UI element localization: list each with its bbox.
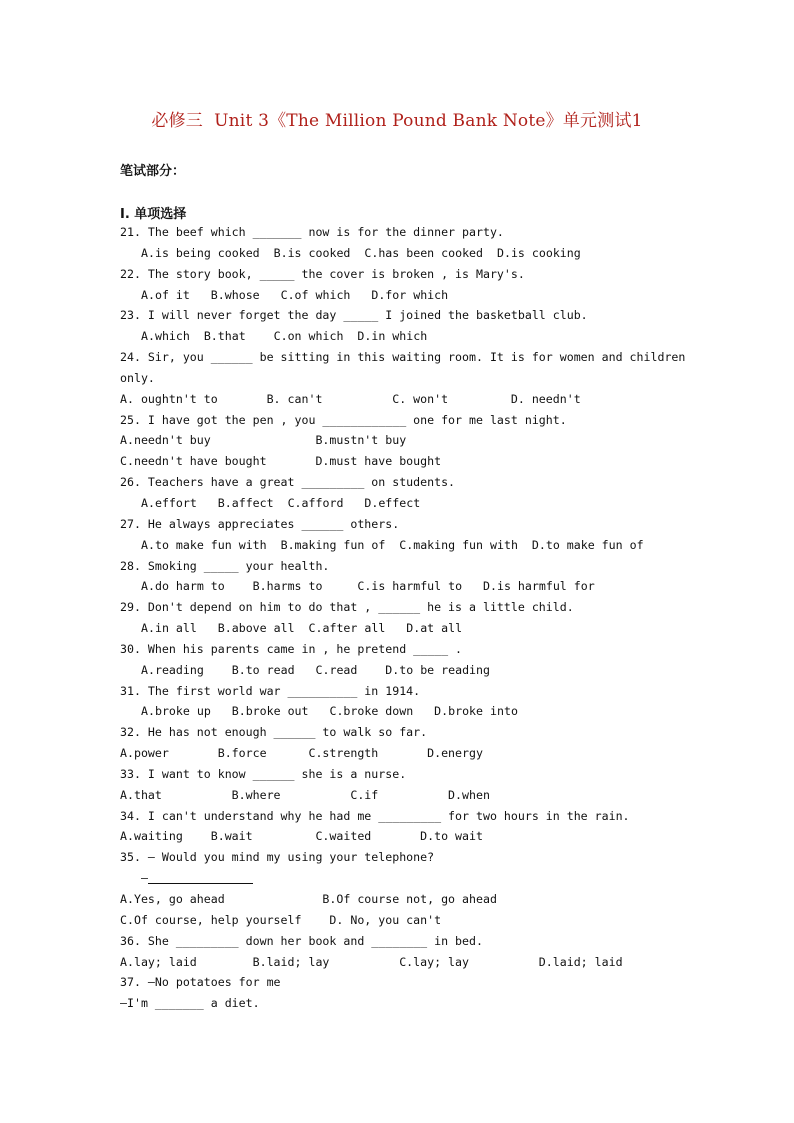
question-34-options: A.waiting B.wait C.waited D.to wait (120, 829, 483, 844)
question-23-stem: 23. I will never forget the day _____ I joined the basketball club. (120, 308, 588, 323)
question-27-options: A.to make fun with B.making fun of C.making fun with D.to make fun of (141, 537, 644, 552)
question-36-options: A.lay; laid B.laid; lay C.lay; lay D.laid; laid (120, 954, 623, 969)
question-33-stem: 33. I want to know ______ she is a nurse. (120, 766, 407, 781)
question-36-stem: 36. She _________ down her book and ________ in bed. (120, 933, 483, 948)
section-heading-written: 笔试部分： (120, 164, 186, 179)
question-24-stem-cont: only. (120, 370, 155, 385)
question-26-stem: 26. Teachers have a great _________ on students. (120, 475, 456, 490)
question-35-options-cd: C.Of course, help yourself D. No, you can't (120, 912, 442, 927)
question-35-options-ab: A.Yes, go ahead B.Of course not, go ahead (120, 892, 497, 906)
page-title: 必修三 Unit 3《The Million Pound Bank Note》单元测试1 (151, 111, 643, 131)
question-28-stem: 28. Smoking _____ your health. (120, 558, 330, 573)
question-35-answer-line (120, 868, 680, 889)
question-list (120, 222, 686, 1014)
question-34-stem: 34. I can't understand why he had me _________ for two hours in the rain. (120, 808, 630, 823)
question-30-stem: 30. When his parents came in , he pretend _____ . (120, 641, 463, 656)
question-29-options: A.in all B.above all C.after all D.at all (141, 621, 463, 636)
question-33-options: A.that B.where C.if D.when (120, 787, 490, 802)
question-22-stem: 22. The story book, _____ the cover is broken , is Mary's. (120, 266, 525, 281)
dash-mark: — (141, 871, 148, 886)
answer-blank (148, 871, 253, 884)
question-27-stem: 27. He always appreciates ______ others. (120, 516, 400, 531)
question-30-options: A.reading B.to read C.read D.to be reading (141, 662, 491, 677)
question-25-options-ab: A.needn't buy B.mustn't buy (120, 433, 407, 448)
section-heading-choice: I. 单项选择 (120, 207, 187, 222)
question-26-options: A.effort B.affect C.afford D.effect (141, 495, 421, 510)
question-25-options-cd: C.needn't have bought D.must have bought (120, 454, 442, 469)
question-28-options: A.do harm to B.harms to C.is harmful to D.is harmful for (141, 579, 595, 594)
question-31-options: A.broke up B.broke out C.broke down D.broke into (141, 704, 518, 719)
question-29-stem: 29. Don't depend on him to do that , ______ he is a little child. (120, 600, 574, 615)
question-22-options: A.of it B.whose C.of which D.for which (141, 287, 449, 302)
question-31-stem: 31. The first world war __________ in 1914. (120, 683, 421, 698)
question-32-options: A.power B.force C.strength D.energy (120, 746, 483, 761)
question-21-options: A.is being cooked B.is cooked C.has been cooked D.is cooking (141, 245, 581, 260)
question-25-stem: 25. I have got the pen , you ____________ one for me last night. (120, 412, 567, 427)
question-35-stem: 35. — Would you mind my using your telephone? (120, 850, 435, 865)
question-32-stem: 32. He has not enough ______ to walk so far. (120, 725, 428, 740)
question-37-stem: 37. —No potatoes for me (120, 975, 281, 990)
question-23-options: A.which B.that C.on which D.in which (141, 329, 428, 344)
question-21-stem: 21. The beef which _______ now is for the dinner party. (120, 225, 504, 239)
question-24-stem: 24. Sir, you ______ be sitting in this waiting room. It is for women and children (120, 350, 686, 365)
question-37-response: —I'm _______ a diet. (120, 996, 260, 1011)
question-24-options: A. oughtn't to B. can't C. won't D. needn't (120, 391, 581, 406)
